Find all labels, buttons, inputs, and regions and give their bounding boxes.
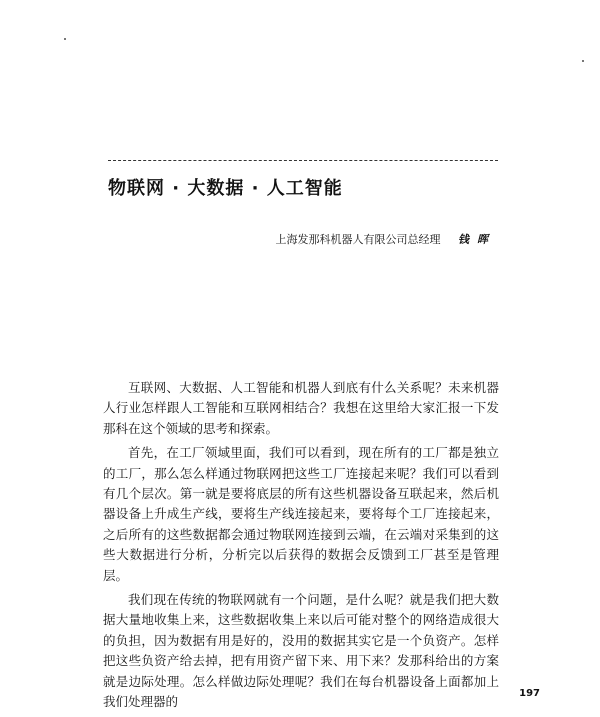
header-rule: [108, 160, 498, 161]
paragraph: 互联网、大数据、人工智能和机器人到底有什么关系呢？未来机器人行业怎样跟人工智能和互联网相结合？我想在这里给大家汇报一下发那科在这个领域的思考和探索。: [103, 380, 499, 436]
byline-author: 钱晖: [458, 233, 496, 246]
scan-speck: [582, 60, 584, 62]
paragraph: 我们现在传统的物联网就有一个问题，是什么呢？就是我们把大数据大量地收集上来，这些数据收集上来以后可能对整个的网络造成很大的负担，因为数据有用是好的，没用的数据其实它是一个负资产。怎样把这些负资产给去掉，把有用资产留下来、用下来？发那科给出的方案就是边际处理。怎么样做边际处理呢？我们在每台机器设备上面都加上我们处理器的: [103, 592, 499, 710]
scan-speck: [64, 38, 66, 40]
page-number: 197: [519, 688, 540, 699]
byline-organization: 上海发那科机器人有限公司总经理: [275, 233, 441, 246]
article-body: [103, 378, 499, 717]
byline: [276, 231, 497, 247]
paragraph: 首先，在工厂领域里面，我们可以看到，现在所有的工厂都是独立的工厂，那么怎么样通过物联网把这些工厂连接起来呢？我们可以看到有几个层次。第一就是要将底层的所有这些机器设备互联起来，然后机器设备上升成生产线，要将生产线连接起来，要将每个工厂连接起来，之后所有的这些数据都会通过物联网连接到云端，在云端对采集到的这些大数据进行分析，分析完以后获得的数据会反馈到工厂甚至是管理层。: [103, 445, 499, 583]
article-title: 物联网 · 大数据 · 人工智能: [108, 178, 343, 199]
